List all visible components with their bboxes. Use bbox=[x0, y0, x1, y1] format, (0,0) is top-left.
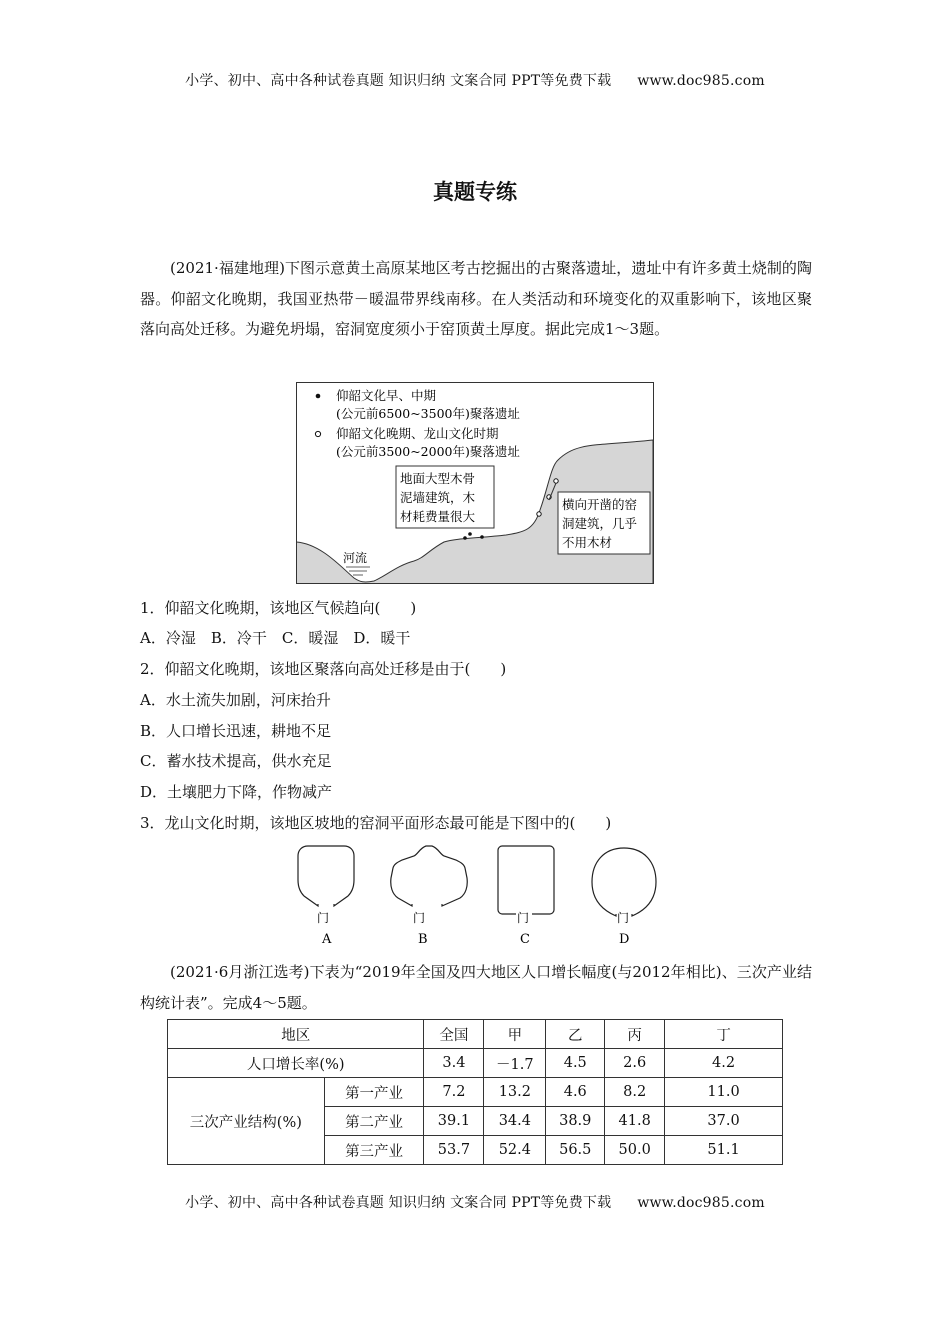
table-cell: 56.5 bbox=[546, 1136, 605, 1165]
site-dot-3 bbox=[480, 535, 484, 539]
figure-cross-section bbox=[296, 382, 654, 584]
intro-paragraph-1: (2021·福建地理)下图示意黄土高原某地区考古挖掘出的古聚落遗址，遗址中有许多黄土烧制的陶器。仰韶文化晚期，我国亚热带－暖温带界线南移。在人类活动和环境变化的双重影响下，该地区聚落向高处迁移。为避免坍塌，窑洞宽度须小于窑顶黄土厚度。据此完成1～3题。 bbox=[140, 259, 812, 338]
table-cell: 37.0 bbox=[665, 1107, 783, 1136]
question-2-option-c: C．蓄水技术提高，供水充足 bbox=[140, 752, 332, 770]
legend-dot-hollow bbox=[315, 431, 320, 436]
callout-1-line-2: 泥墙建筑，木 bbox=[400, 490, 476, 505]
page-title: 真题专练 bbox=[433, 180, 517, 204]
table-row bbox=[168, 1078, 783, 1107]
table-header-cell: 乙 bbox=[546, 1020, 605, 1049]
table-header-row bbox=[168, 1020, 783, 1049]
figure-cave-plans bbox=[290, 842, 670, 952]
table-cell: 2.6 bbox=[605, 1049, 665, 1078]
site-circle-1 bbox=[537, 512, 541, 516]
table-cell: 52.4 bbox=[484, 1136, 546, 1165]
plan-shape-d bbox=[592, 848, 656, 916]
table-cell: －1.7 bbox=[484, 1049, 546, 1078]
table-cell: 39.1 bbox=[424, 1107, 484, 1136]
legend-1-line-1: 仰韶文化早、中期 bbox=[336, 388, 437, 403]
shape-label-b: B bbox=[418, 932, 428, 947]
callout-2-line-3: 不用木材 bbox=[562, 535, 613, 550]
site-circle-3 bbox=[554, 479, 558, 483]
question-1: 1．仰韶文化晚期，该地区气候趋向( ) bbox=[140, 599, 417, 617]
table-cell: 4.5 bbox=[546, 1049, 605, 1078]
legend-2-line-2: (公元前3500~2000年)聚落遗址 bbox=[336, 444, 520, 459]
row-label: 第二产业 bbox=[324, 1107, 424, 1136]
row-label: 第一产业 bbox=[324, 1078, 424, 1107]
callout-1-line-3: 材耗费量很大 bbox=[400, 509, 476, 524]
question-3: 3．龙山文化时期，该地区坡地的窑洞平面形态最可能是下图中的( ) bbox=[140, 814, 612, 832]
table-cell: 8.2 bbox=[605, 1078, 665, 1107]
footer-site[interactable]: www.doc985.com bbox=[637, 1195, 765, 1211]
page-footer: 小学、初中、高中各种试卷真题 知识归纳 文案合同 PPT等免费下载 www.doc985.com bbox=[185, 1195, 765, 1211]
table-cell: 34.4 bbox=[484, 1107, 546, 1136]
population-industry-table bbox=[167, 1019, 783, 1165]
table-header-cell: 全国 bbox=[424, 1020, 484, 1049]
callout-2-line-1: 横向开凿的窑 bbox=[562, 497, 638, 512]
table-header-cell: 地区 bbox=[168, 1020, 424, 1049]
question-1-options: A．冷湿 B．冷干 C．暖湿 D．暖干 bbox=[140, 629, 411, 647]
table-cell: 38.9 bbox=[546, 1107, 605, 1136]
shape-label-c: C bbox=[520, 932, 530, 947]
question-2-option-d: D．土壤肥力下降，作物减产 bbox=[140, 783, 333, 801]
table-cell: 7.2 bbox=[424, 1078, 484, 1107]
table-cell: 50.0 bbox=[605, 1136, 665, 1165]
table-header-cell: 甲 bbox=[484, 1020, 546, 1049]
site-dot-1 bbox=[463, 536, 467, 540]
table-cell: 11.0 bbox=[665, 1078, 783, 1107]
table-cell: 4.2 bbox=[665, 1049, 783, 1078]
table-header-cell: 丙 bbox=[605, 1020, 665, 1049]
door-label-c: 门 bbox=[517, 911, 530, 925]
table-cell: 13.2 bbox=[484, 1078, 546, 1107]
table-cell: 4.6 bbox=[546, 1078, 605, 1107]
table-row bbox=[168, 1049, 783, 1078]
intro-paragraph-2: (2021·6月浙江选考)下表为“2019年全国及四大地区人口增长幅度(与2012年相比)、三次产业结构统计表”。完成4～5题。 bbox=[140, 963, 812, 1012]
door-label-d: 门 bbox=[617, 911, 630, 925]
row-group-label: 三次产业结构(%) bbox=[168, 1078, 325, 1165]
river-label: 河流 bbox=[343, 551, 368, 565]
row-label: 人口增长率(%) bbox=[168, 1049, 424, 1078]
row-label: 第三产业 bbox=[324, 1136, 424, 1165]
page-header: 小学、初中、高中各种试卷真题 知识归纳 文案合同 PPT等免费下载 www.doc985.com bbox=[185, 73, 765, 89]
callout-2-line-2: 洞建筑，几乎 bbox=[562, 516, 638, 531]
header-site[interactable]: www.doc985.com bbox=[637, 73, 765, 89]
plan-shape-c bbox=[498, 846, 554, 914]
question-2-option-a: A．水土流失加剧，河床抬升 bbox=[140, 691, 331, 709]
door-label-a: 门 bbox=[317, 911, 330, 925]
table-cell: 51.1 bbox=[665, 1136, 783, 1165]
legend-2-line-1: 仰韶文化晚期、龙山文化时期 bbox=[336, 426, 499, 441]
shape-label-d: D bbox=[619, 932, 630, 947]
legend-1-line-2: (公元前6500~3500年)聚落遗址 bbox=[336, 406, 520, 421]
table-header-cell: 丁 bbox=[665, 1020, 783, 1049]
legend-dot-filled bbox=[316, 394, 321, 399]
callout-1-line-1: 地面大型木骨 bbox=[400, 471, 476, 486]
door-label-b: 门 bbox=[413, 911, 426, 925]
shape-label-a: A bbox=[322, 932, 332, 947]
plan-shape-b bbox=[391, 846, 467, 906]
table-cell: 3.4 bbox=[424, 1049, 484, 1078]
table-cell: 53.7 bbox=[424, 1136, 484, 1165]
question-2: 2．仰韶文化晚期，该地区聚落向高处迁移是由于( ) bbox=[140, 660, 507, 678]
plan-shape-a bbox=[298, 846, 354, 906]
question-2-option-b: B．人口增长迅速，耕地不足 bbox=[140, 722, 332, 740]
site-dot-2 bbox=[468, 532, 472, 536]
table-cell: 41.8 bbox=[605, 1107, 665, 1136]
